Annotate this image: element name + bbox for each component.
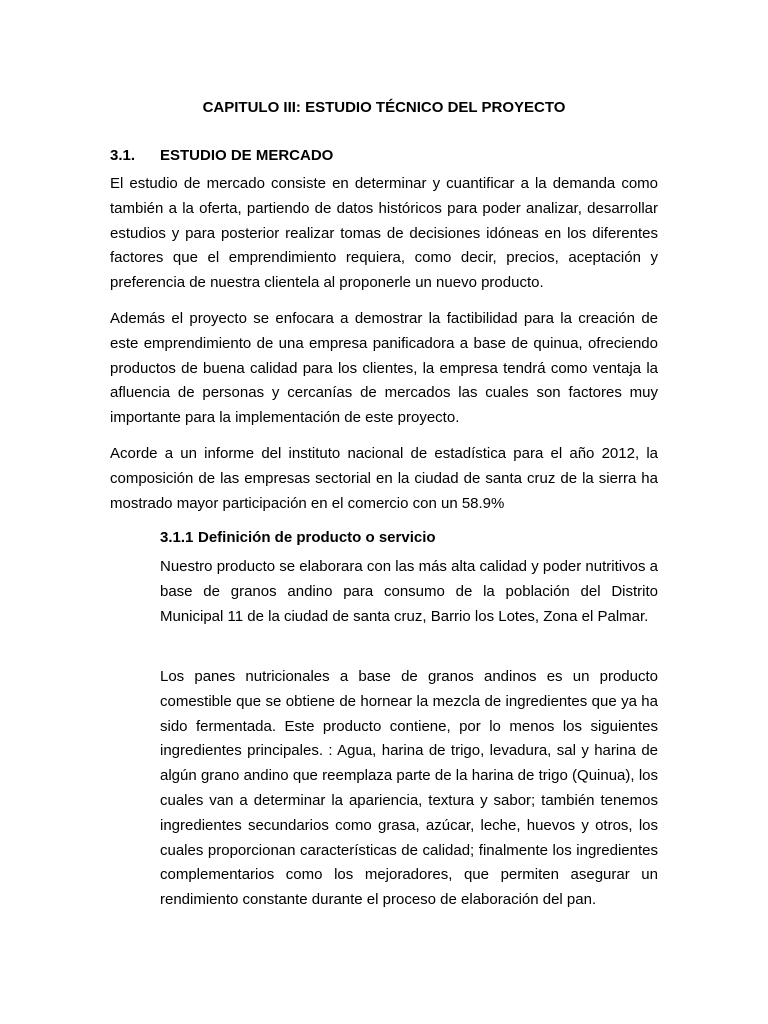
subsection-number: 3.1.1 xyxy=(160,529,194,546)
section-title: ESTUDIO DE MERCADO xyxy=(160,147,334,164)
market-study-paragraph-3: Acorde a un informe del instituto nacional de estadística para el año 2012, la composición de las empresas sectorial en la ciudad de santa cruz de la sierra ha mostrado mayor participación en el comercio con un 58.9% xyxy=(110,445,658,512)
product-definition-paragraph-1: Nuestro producto se elaborara con las más alta calidad y poder nutritivos a base de granos andino para consumo de la población del Distrito Municipal 11 de la ciudad de santa cruz, Barrio los Lotes, Zona el Palmar. xyxy=(160,558,658,625)
section-heading xyxy=(110,146,333,166)
market-study-paragraph-1: El estudio de mercado consiste en determinar y cuantificar a la demanda como también a la oferta, partiendo de datos históricos para poder analizar, desarrollar estudios y para posterior realizar tomas de decisiones idóneas en los diferentes factores que el emprendimiento requiera, como decir, precios, aceptación y preferencia de nuestra clientela al proponerle un nuevo producto. xyxy=(110,175,658,292)
section-number: 3.1. xyxy=(110,147,136,164)
subsection-title: Definición de producto o servicio xyxy=(198,529,436,546)
product-definition-paragraph-2: Los panes nutricionales a base de granos andinos es un producto comestible que se obtiene de hornear la mezcla de ingredientes que ya ha sido fermentada. Este producto contiene, por lo menos los siguientes ingredientes principales. : Agua, harina de trigo, levadura, sal y harina de algún grano andino que reemplaza parte de la harina de trigo (Quinua), los cuales van a determinar la apariencia, textura y sabor; también tenemos ingredientes secundarios como grasa, azúcar, leche, huevos y otros, los cuales proporcionan características de calidad; finalmente los ingredientes complementarios como los mejoradores, que permiten asegurar un rendimiento constante durante el proceso de elaboración del pan. xyxy=(160,668,658,909)
subsection-heading xyxy=(160,528,436,548)
chapter-title: CAPITULO III: ESTUDIO TÉCNICO DEL PROYECTO xyxy=(202,99,566,116)
market-study-paragraph-2: Además el proyecto se enfocara a demostrar la factibilidad para la creación de este emprendimiento de una empresa panificadora a base de quinua, ofreciendo productos de buena calidad para los clientes, la empresa tendrá como ventaja la afluencia de personas y cercanías de mercados las cuales son factores muy importante para la implementación de este proyecto. xyxy=(110,310,658,427)
